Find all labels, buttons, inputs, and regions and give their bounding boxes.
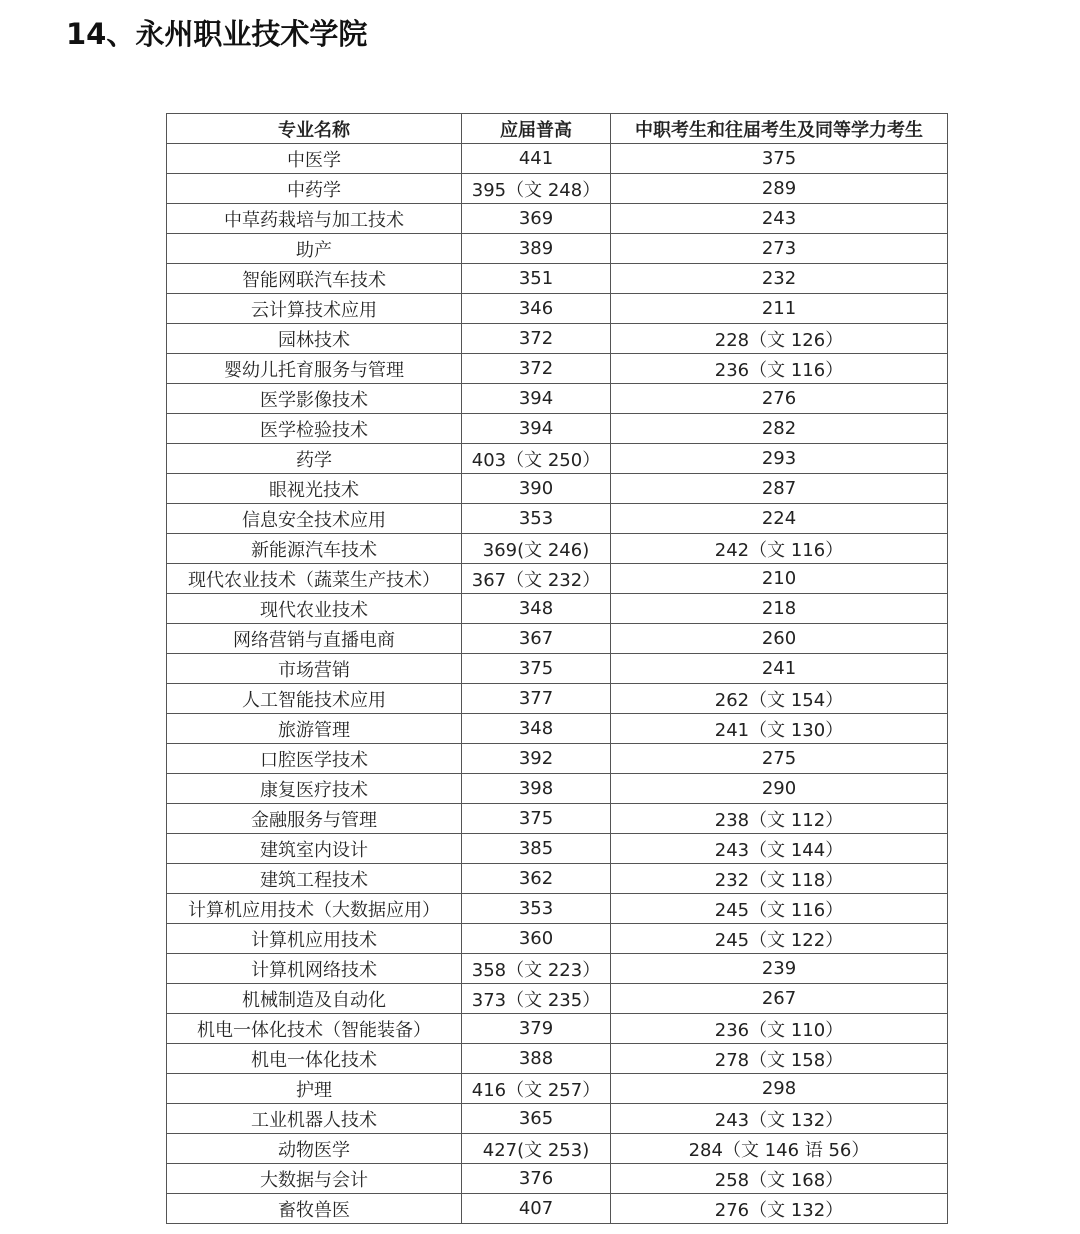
cell-fresh-score: 388: [462, 1044, 611, 1074]
cell-major: 畜牧兽医: [167, 1194, 462, 1224]
cell-other-score: 289: [611, 174, 948, 204]
cell-fresh-score: 376: [462, 1164, 611, 1194]
cell-major: 计算机应用技术: [167, 924, 462, 954]
cell-other-score: 224: [611, 504, 948, 534]
cell-major: 大数据与会计: [167, 1164, 462, 1194]
table-row: [167, 1014, 948, 1044]
table-row: [167, 384, 948, 414]
cell-major: 建筑工程技术: [167, 864, 462, 894]
table-row: [167, 174, 948, 204]
cell-other-score: 242（文 116）: [611, 534, 948, 564]
score-table: [166, 113, 948, 1224]
cell-other-score: 258（文 168）: [611, 1164, 948, 1194]
cell-major: 计算机网络技术: [167, 954, 462, 984]
cell-fresh-score: 353: [462, 504, 611, 534]
table-row: [167, 294, 948, 324]
cell-major: 信息安全技术应用: [167, 504, 462, 534]
cell-other-score: 211: [611, 294, 948, 324]
cell-other-score: 210: [611, 564, 948, 594]
cell-major: 医学影像技术: [167, 384, 462, 414]
table-row: [167, 954, 948, 984]
cell-fresh-score: 385: [462, 834, 611, 864]
cell-major: 计算机应用技术（大数据应用）: [167, 894, 462, 924]
cell-major: 眼视光技术: [167, 474, 462, 504]
table-row: [167, 204, 948, 234]
table-row: [167, 834, 948, 864]
cell-fresh-score: 362: [462, 864, 611, 894]
cell-other-score: 273: [611, 234, 948, 264]
table-row: [167, 744, 948, 774]
cell-other-score: 239: [611, 954, 948, 984]
cell-major: 中医学: [167, 144, 462, 174]
cell-major: 药学: [167, 444, 462, 474]
table-row: [167, 714, 948, 744]
cell-fresh-score: 407: [462, 1194, 611, 1224]
table-row: [167, 924, 948, 954]
cell-fresh-score: 372: [462, 354, 611, 384]
cell-other-score: 241: [611, 654, 948, 684]
cell-fresh-score: 358（文 223）: [462, 954, 611, 984]
cell-other-score: 375: [611, 144, 948, 174]
cell-fresh-score: 346: [462, 294, 611, 324]
cell-major: 助产: [167, 234, 462, 264]
table-header-row: [167, 114, 948, 144]
cell-other-score: 232（文 118）: [611, 864, 948, 894]
cell-fresh-score: 394: [462, 384, 611, 414]
cell-other-score: 218: [611, 594, 948, 624]
cell-fresh-score: 365: [462, 1104, 611, 1134]
cell-fresh-score: 367（文 232）: [462, 564, 611, 594]
table-row: [167, 654, 948, 684]
cell-fresh-score: 369: [462, 204, 611, 234]
cell-other-score: 282: [611, 414, 948, 444]
cell-fresh-score: 398: [462, 774, 611, 804]
table-row: [167, 864, 948, 894]
cell-major: 园林技术: [167, 324, 462, 354]
cell-fresh-score: 351: [462, 264, 611, 294]
cell-major: 云计算技术应用: [167, 294, 462, 324]
cell-fresh-score: 416（文 257）: [462, 1074, 611, 1104]
cell-fresh-score: 375: [462, 654, 611, 684]
cell-major: 中药学: [167, 174, 462, 204]
cell-fresh-score: 441: [462, 144, 611, 174]
cell-other-score: 243（文 144）: [611, 834, 948, 864]
cell-major: 新能源汽车技术: [167, 534, 462, 564]
cell-major: 护理: [167, 1074, 462, 1104]
cell-other-score: 262（文 154）: [611, 684, 948, 714]
cell-fresh-score: 395（文 248）: [462, 174, 611, 204]
cell-fresh-score: 389: [462, 234, 611, 264]
cell-major: 婴幼儿托育服务与管理: [167, 354, 462, 384]
cell-other-score: 278（文 158）: [611, 1044, 948, 1074]
cell-fresh-score: 379: [462, 1014, 611, 1044]
cell-major: 现代农业技术: [167, 594, 462, 624]
cell-major: 动物医学: [167, 1134, 462, 1164]
cell-fresh-score: 375: [462, 804, 611, 834]
table-row: [167, 354, 948, 384]
cell-fresh-score: 348: [462, 594, 611, 624]
cell-major: 机电一体化技术: [167, 1044, 462, 1074]
cell-fresh-score: 373（文 235）: [462, 984, 611, 1014]
table-row: [167, 774, 948, 804]
cell-major: 康复医疗技术: [167, 774, 462, 804]
table-row: [167, 624, 948, 654]
table-row: [167, 264, 948, 294]
cell-major: 中草药栽培与加工技术: [167, 204, 462, 234]
cell-major: 医学检验技术: [167, 414, 462, 444]
table-row: [167, 474, 948, 504]
table-row: [167, 1044, 948, 1074]
cell-fresh-score: 377: [462, 684, 611, 714]
cell-other-score: 243（文 132）: [611, 1104, 948, 1134]
table-row: [167, 444, 948, 474]
table-row: [167, 564, 948, 594]
cell-fresh-score: 367: [462, 624, 611, 654]
table-row: [167, 1194, 948, 1224]
table-row: [167, 324, 948, 354]
cell-other-score: 287: [611, 474, 948, 504]
cell-major: 机械制造及自动化: [167, 984, 462, 1014]
table-row: [167, 414, 948, 444]
cell-major: 网络营销与直播电商: [167, 624, 462, 654]
page-title: 14、永州职业技术学院: [66, 17, 368, 51]
table-row: [167, 594, 948, 624]
table-row: [167, 684, 948, 714]
cell-fresh-score: 353: [462, 894, 611, 924]
cell-other-score: 290: [611, 774, 948, 804]
cell-fresh-score: 392: [462, 744, 611, 774]
cell-fresh-score: 348: [462, 714, 611, 744]
cell-fresh-score: 369(文 246): [462, 534, 611, 564]
cell-other-score: 236（文 110）: [611, 1014, 948, 1044]
cell-other-score: 284（文 146 语 56）: [611, 1134, 948, 1164]
cell-other-score: 267: [611, 984, 948, 1014]
cell-other-score: 236（文 116）: [611, 354, 948, 384]
cell-major: 旅游管理: [167, 714, 462, 744]
table-row: [167, 804, 948, 834]
cell-major: 市场营销: [167, 654, 462, 684]
cell-other-score: 232: [611, 264, 948, 294]
cell-fresh-score: 403（文 250）: [462, 444, 611, 474]
table-row: [167, 144, 948, 174]
cell-other-score: 241（文 130）: [611, 714, 948, 744]
table-row: [167, 1164, 948, 1194]
table-row: [167, 1134, 948, 1164]
cell-other-score: 228（文 126）: [611, 324, 948, 354]
cell-fresh-score: 360: [462, 924, 611, 954]
cell-major: 现代农业技术（蔬菜生产技术）: [167, 564, 462, 594]
table-body: [167, 144, 948, 1224]
header-fresh-graduates: 应届普高: [462, 114, 611, 144]
cell-major: 口腔医学技术: [167, 744, 462, 774]
cell-other-score: 238（文 112）: [611, 804, 948, 834]
table-row: [167, 234, 948, 264]
cell-fresh-score: 394: [462, 414, 611, 444]
cell-other-score: 245（文 116）: [611, 894, 948, 924]
cell-major: 金融服务与管理: [167, 804, 462, 834]
cell-major: 工业机器人技术: [167, 1104, 462, 1134]
table-row: [167, 534, 948, 564]
header-vocational-and-repeat: 中职考生和往届考生及同等学力考生: [611, 114, 948, 144]
table-row: [167, 504, 948, 534]
table-row: [167, 1074, 948, 1104]
table-row: [167, 984, 948, 1014]
cell-major: 机电一体化技术（智能装备）: [167, 1014, 462, 1044]
cell-fresh-score: 372: [462, 324, 611, 354]
header-major: 专业名称: [167, 114, 462, 144]
table-row: [167, 1104, 948, 1134]
cell-major: 智能网联汽车技术: [167, 264, 462, 294]
cell-fresh-score: 427(文 253): [462, 1134, 611, 1164]
cell-other-score: 275: [611, 744, 948, 774]
cell-other-score: 245（文 122）: [611, 924, 948, 954]
cell-other-score: 298: [611, 1074, 948, 1104]
cell-other-score: 293: [611, 444, 948, 474]
cell-other-score: 260: [611, 624, 948, 654]
cell-other-score: 243: [611, 204, 948, 234]
cell-major: 人工智能技术应用: [167, 684, 462, 714]
cell-other-score: 276: [611, 384, 948, 414]
table-row: [167, 894, 948, 924]
cell-other-score: 276（文 132）: [611, 1194, 948, 1224]
cell-fresh-score: 390: [462, 474, 611, 504]
cell-major: 建筑室内设计: [167, 834, 462, 864]
